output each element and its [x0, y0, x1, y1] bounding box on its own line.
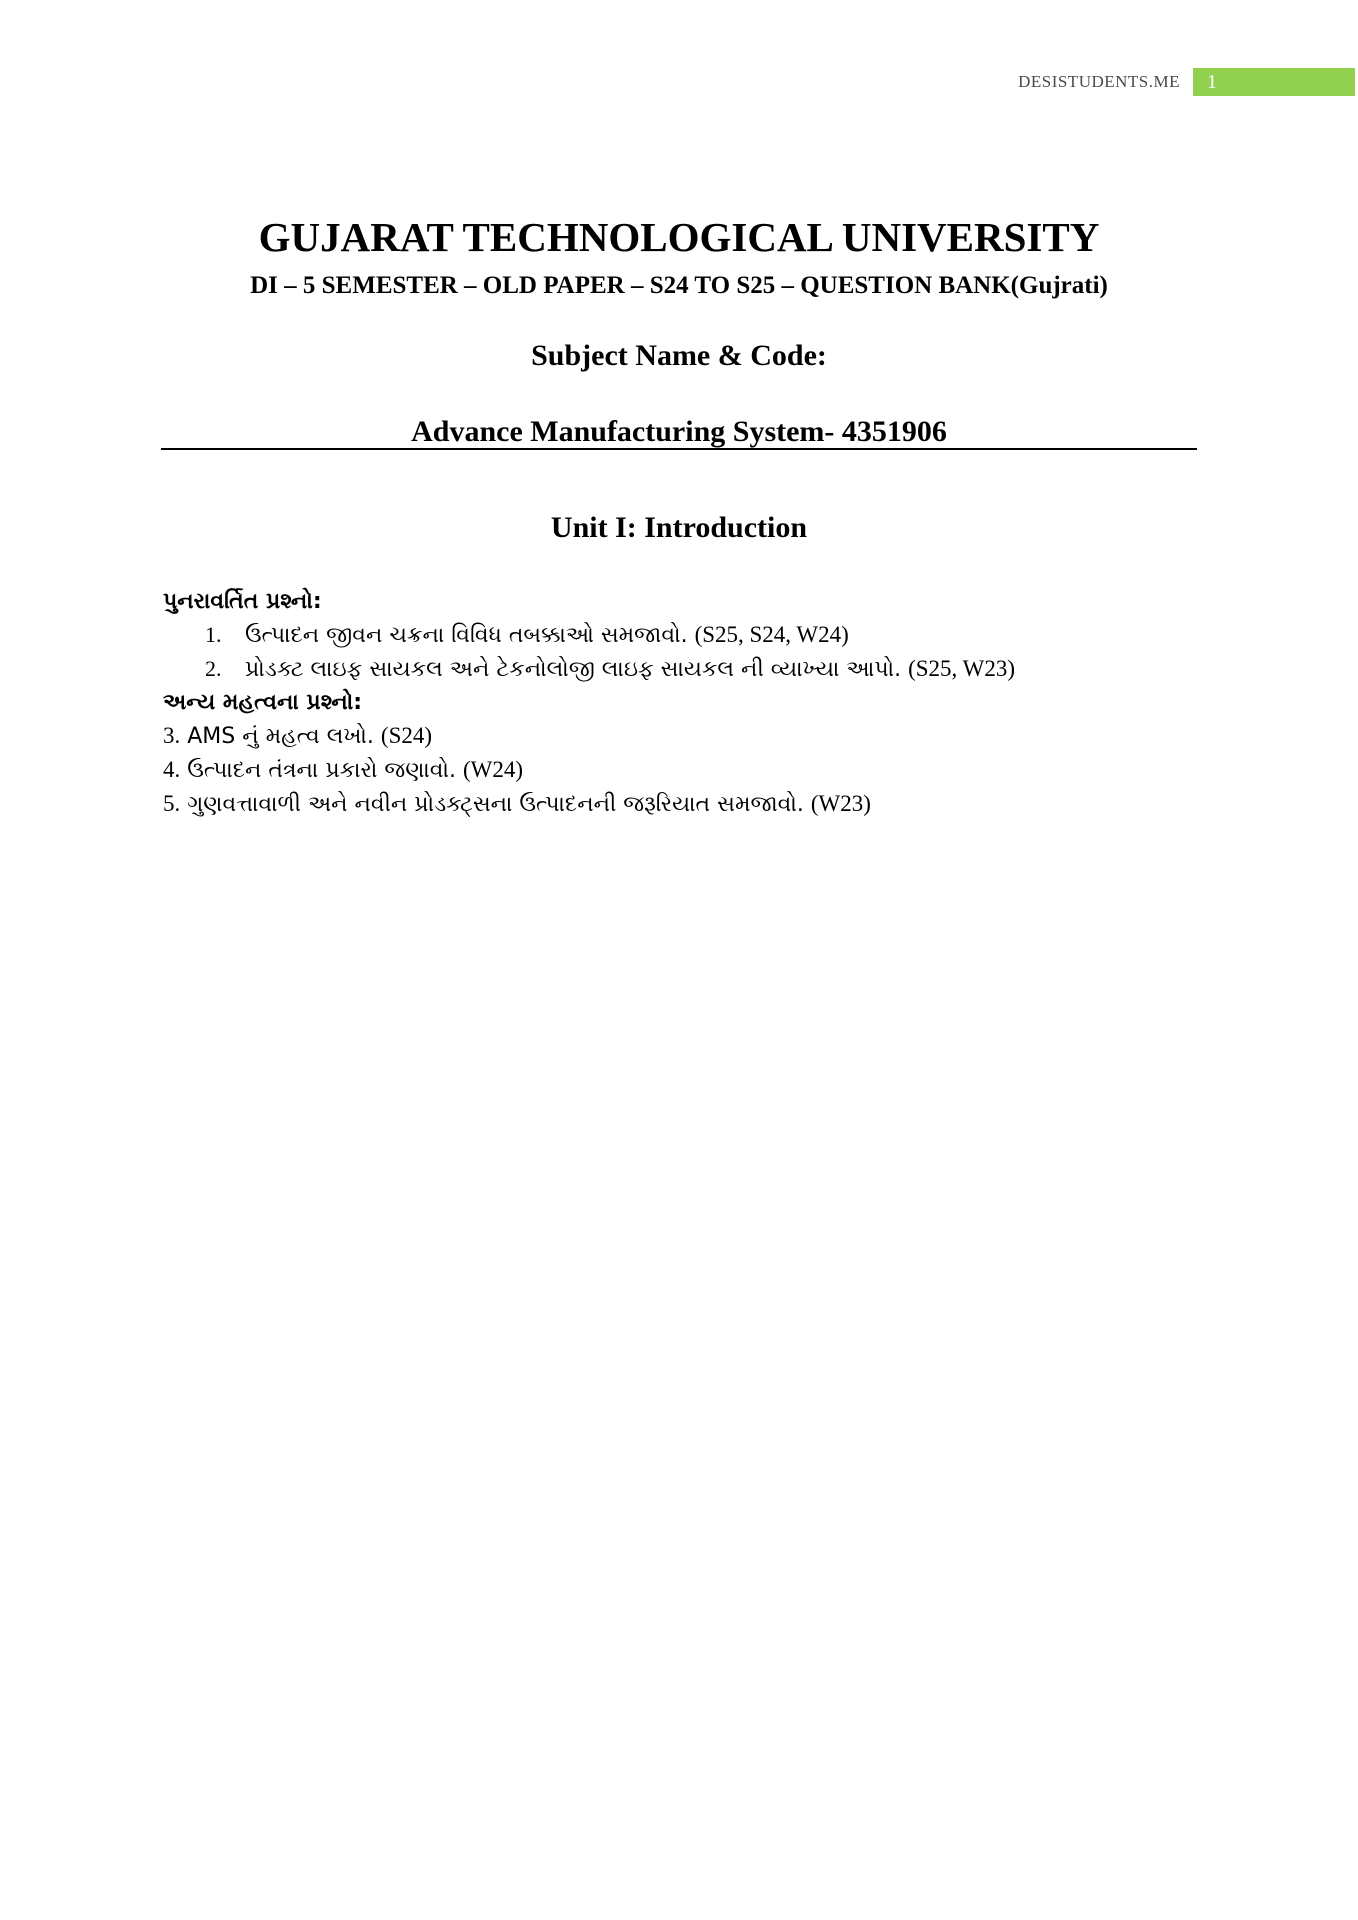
exam-tag: (W24)	[462, 757, 524, 782]
exam-tag: (S25, S24, W24)	[694, 622, 849, 647]
question-number: 1.	[205, 622, 222, 647]
question-number: 5.	[163, 791, 181, 816]
page-number-badge: 1	[1193, 68, 1355, 96]
exam-tag: (S24)	[380, 723, 433, 748]
list-item	[163, 719, 1263, 753]
list-item	[205, 618, 1263, 652]
university-title: GUJARAT TECHNOLOGICAL UNIVERSITY	[258, 214, 1100, 260]
question-text: ઉત્પાદન તંત્રના પ્રકારો જણાવો.	[187, 758, 456, 783]
exam-tag: (W23)	[810, 791, 871, 816]
question-list	[163, 585, 1263, 821]
list-item	[163, 787, 1263, 821]
question-text: AMS નું મહત્વ લખો.	[187, 724, 374, 749]
semester-subtitle: DI – 5 SEMESTER – OLD PAPER – S24 TO S25 – QUESTION BANK(Gujrati)	[250, 272, 1108, 299]
question-text: ઉત્પાદન જીવન ચક્રના વિવિધ તબક્કાઓ સમજાવો.	[245, 623, 688, 648]
unit-title: Unit I: Introduction	[550, 511, 808, 544]
horizontal-divider	[161, 448, 1197, 450]
list-item	[205, 652, 1263, 686]
subject-label: Subject Name & Code:	[531, 339, 827, 372]
list-item	[163, 753, 1263, 787]
exam-tag: (S25, W23)	[908, 656, 1016, 681]
subject-name: Advance Manufacturing System- 4351906	[411, 415, 947, 448]
question-number: 3.	[163, 723, 181, 748]
site-brand: DESISTUDENTS.ME	[1018, 72, 1180, 91]
question-text: પ્રોડક્ટ લાઇફ સાયકલ અને ટેકનોલોજી લાઇફ સાયકલ ની વ્યાખ્યા આપો.	[245, 657, 902, 682]
question-number: 2.	[205, 656, 222, 681]
other-questions-heading: અન્ય મહત્વના પ્રશ્નો:	[163, 690, 363, 715]
question-number: 4.	[163, 757, 181, 782]
question-text: ગુણવત્તાવાળી અને નવીન પ્રોડક્ટ્સના ઉત્પાદનની જરૂરિયાત સમજાવો.	[187, 792, 804, 817]
repeated-questions-heading: પુનરાવર્તિત પ્રશ્નો:	[163, 589, 322, 614]
